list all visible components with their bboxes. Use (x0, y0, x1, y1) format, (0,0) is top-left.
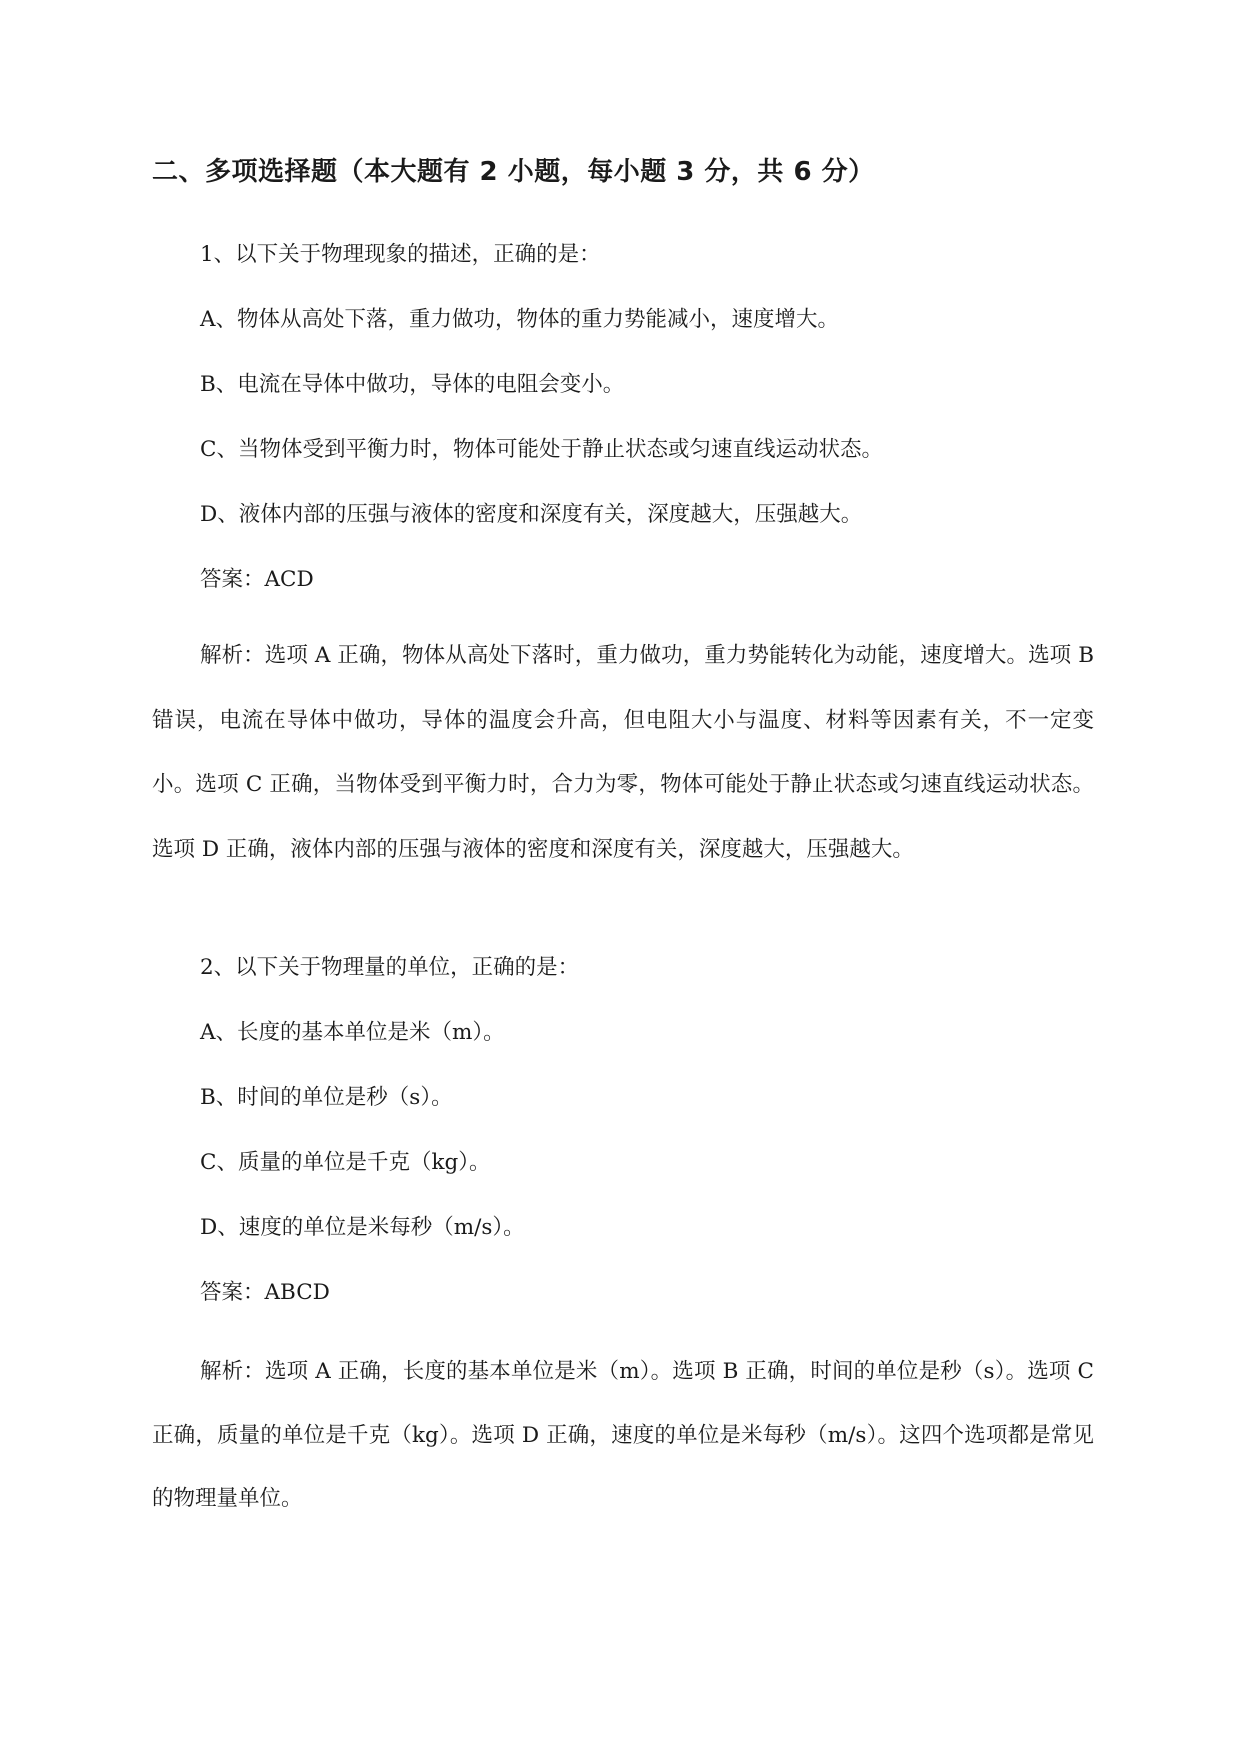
question-2-option-a: A、长度的基本单位是米（m）。 (200, 1020, 505, 1045)
question-2-answer: 答案：ABCD (200, 1280, 330, 1305)
question-1-option-a: A、物体从高处下落，重力做功，物体的重力势能减小，速度增大。 (200, 307, 840, 332)
question-1-option-d: D、液体内部的压强与液体的密度和深度有关，深度越大，压强越大。 (200, 502, 863, 527)
question-2-stem: 2、以下关于物理量的单位，正确的是： (200, 955, 580, 980)
question-1-answer: 答案：ACD (200, 567, 314, 592)
question-1-explanation: 解析：选项 A 正确，物体从高处下落时，重力做功，重力势能转化为动能，速度增大。选项 B 错误，电流在导体中做功，导体的温度会升高，但电阻大小与温度、材料等因素有关，不一定变小。选项 C 正确，当物体受到平衡力时，合力为零，物体可能处于静止状态或匀速直线运动状态。选项 D 正确，液体内部的压强与液体的密度和深度有关，深度越大，压强越大。 (152, 643, 1094, 862)
question-2-explanation: 解析：选项 A 正确，长度的基本单位是米（m）。选项 B 正确，时间的单位是秒（s）。选项 C 正确，质量的单位是千克（kg）。选项 D 正确，速度的单位是米每秒（m/s）。这四个选项都是常见的物理量单位。 (152, 1359, 1094, 1511)
question-2-option-c: C、质量的单位是千克（kg）。 (200, 1150, 491, 1175)
question-1-option-b: B、电流在导体中做功，导体的电阻会变小。 (200, 372, 625, 397)
question-2-option-d: D、速度的单位是米每秒（m/s）。 (200, 1215, 525, 1240)
section-heading: 二、多项选择题（本大题有 2 小题，每小题 3 分，共 6 分） (152, 157, 875, 187)
question-1-option-c: C、当物体受到平衡力时，物体可能处于静止状态或匀速直线运动状态。 (200, 437, 883, 462)
question-1-stem: 1、以下关于物理现象的描述，正确的是： (200, 242, 601, 267)
question-2-option-b: B、时间的单位是秒（s）。 (200, 1085, 453, 1110)
